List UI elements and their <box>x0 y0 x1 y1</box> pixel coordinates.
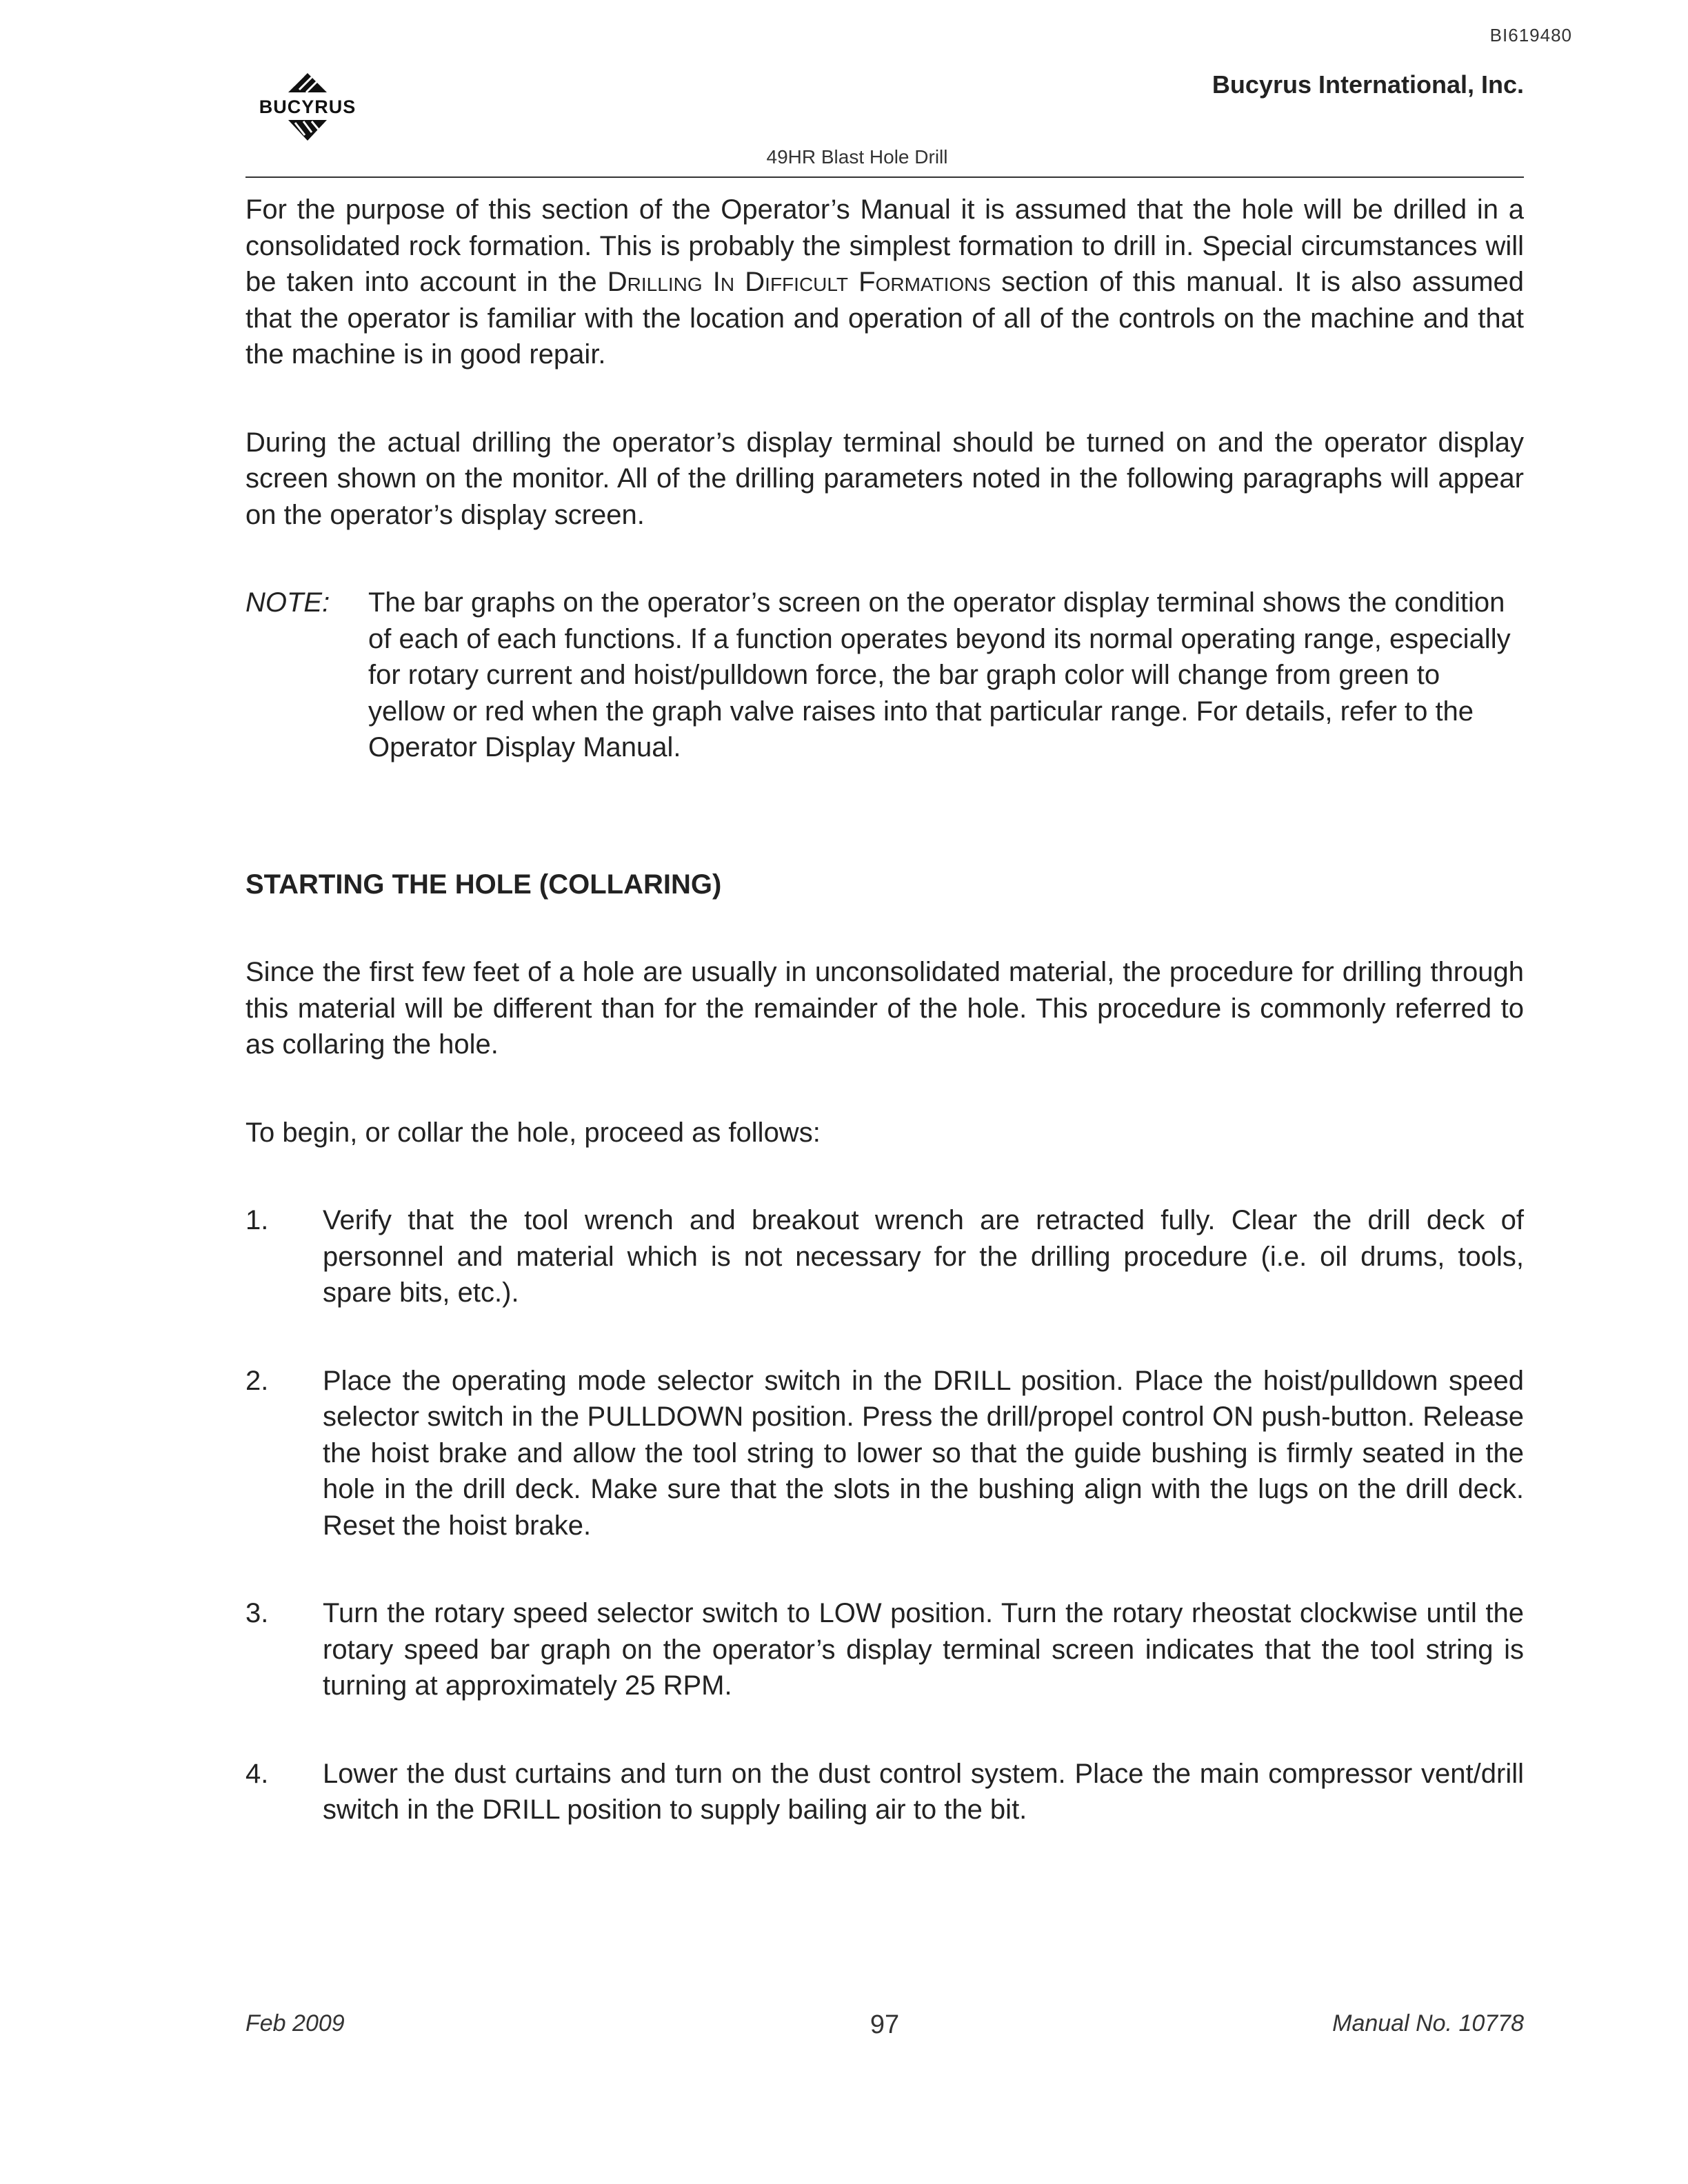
section-paragraph-1: Since the first few feet of a hole are usually in unconsolidated material, the procedure for drilling through this material will be different than for the remainder of the hole. This procedure is commonly referred to as collaring the hole. <box>245 957 1524 1060</box>
step-text: Turn the rotary speed selector switch to LOW position. Turn the rotary rheostat clockwise until the rotary speed bar graph on the operator’s display terminal screen indicates that the tool string is turning at approximately 25 RPM. <box>323 1598 1524 1701</box>
step-text: Verify that the tool wrench and breakout wrench are retracted fully. Clear the drill deck of personnel and material which is not necessary for the drilling procedure (i.e. oil drums, tools, spare bits, etc.). <box>323 1205 1524 1308</box>
step-text: Lower the dust curtains and turn on the dust control system. Place the main compressor vent/drill switch in the DRILL position to supply bailing air to the bit. <box>323 1758 1524 1825</box>
step-number: 3. <box>245 1598 269 1628</box>
bucyrus-logo <box>245 69 370 149</box>
step-number: 1. <box>245 1205 269 1235</box>
step-number: 4. <box>245 1758 269 1789</box>
document-subtitle: 49HR Blast Hole Drill <box>766 146 948 168</box>
intro-text-end: section of this manual. It is also assumed that the operator is familiar with the location and operation of all of the controls on the machine and that the machine is in good repair. <box>245 267 1525 370</box>
section-paragraph-2: To begin, or collar the hole, proceed as follows: <box>245 1117 821 1148</box>
note-block <box>245 585 1524 766</box>
header-rule <box>245 176 1524 178</box>
footer-date: Feb 2009 <box>245 2010 345 2036</box>
logo-wordmark: BUCYRUS <box>259 97 356 117</box>
step-item <box>245 1202 1524 1311</box>
step-text: Place the operating mode selector switch in the DRILL position. Place the hoist/pulldown speed selector switch in the PULLDOWN position. Press the drill/propel control ON push-button. Release the hoist brake and allow the tool string to lower so that the guide bushing is firmly seated in the hole in the drill deck. Make sure that the slots in the bushing align with the lugs on the drill deck. Reset the hoist brake. <box>323 1365 1524 1541</box>
note-text: The bar graphs on the operator’s screen on the operator display terminal shows the condition of each of each functions. If a function operates beyond its normal operating range, especially for rotary current and hoist/pulldown force, the bar graph color will change from green to yellow or red when the graph valve raises into that particular range. For details, refer to the Operator Display Manual. <box>368 587 1511 762</box>
note-label: NOTE: <box>245 587 330 618</box>
step-item <box>245 1756 1524 1828</box>
intro-text-start: For the purpose of this section of the Operator’s Manual it is assumed that the hole will be drilled in a consolidated rock formation. This is probably the simplest formation to drill in. Special circumstances will be taken into account in the <box>245 194 1524 297</box>
intro-paragraph-2: During the actual drilling the operator’s display terminal should be turned on and the operator display screen shown on the monitor. All of the drilling parameters noted in the following paragraphs will appear on the operator’s display screen. <box>245 427 1524 530</box>
intro-paragraph-1 <box>245 192 1524 373</box>
page-content <box>245 192 1524 1880</box>
step-item <box>245 1363 1524 1544</box>
step-item <box>245 1595 1524 1704</box>
manual-number: Manual No. 10778 <box>1332 2010 1524 2036</box>
company-name: Bucyrus International, Inc. <box>1212 70 1524 99</box>
page-number: 97 <box>870 2010 900 2039</box>
step-number: 2. <box>245 1365 269 1396</box>
section-heading: STARTING THE HOLE (COLLARING) <box>245 869 722 900</box>
section-reference: Drilling In Difficult Formations <box>607 267 992 297</box>
document-id: BI619480 <box>1489 25 1572 46</box>
